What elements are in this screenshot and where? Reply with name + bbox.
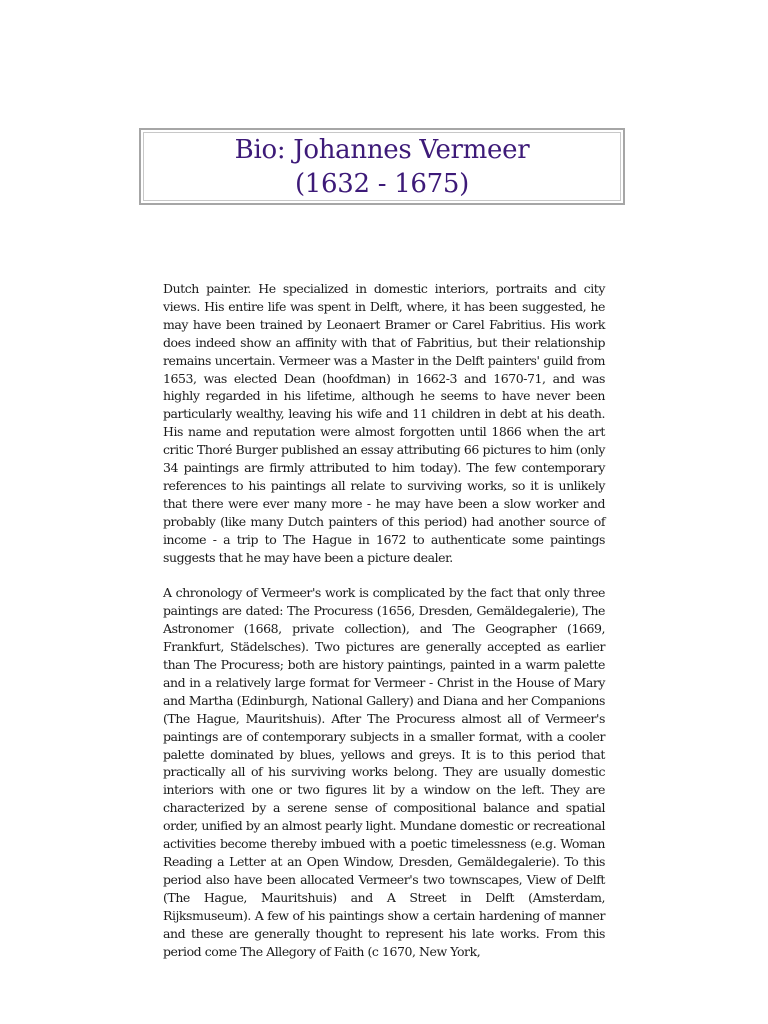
title-frame-inner bbox=[143, 132, 621, 201]
page-title: Bio: Johannes Vermeer bbox=[234, 134, 530, 165]
page-subtitle-dates: (1632 - 1675) bbox=[294, 168, 470, 199]
paragraph-1: Dutch painter. He specialized in domestic interiors, portraits and city views. His entire life was spent in Delft, where, it has been suggested, he may have been trained by Leonaert Bramer or Carel Fabritius. His work does indeed show an affinity with that of Fabritius, but their relationship remains uncertain. Vermeer was a Master in the Delft painters' guild from 1653, was elected Dean (hoofdman) in 1662-3 and 1670-71, and was highly regarded in his lifetime, although he seems to have never been particularly wealthy, leaving his wife and 11 children in debt at his death. His name and reputation were almost forgotten until 1866 when the art critic Thoré Burger published an essay attributing 66 pictures to him (only 34 paintings are firmly attributed to him today). The few contemporary references to his paintings all relate to surviving works, so it is unlikely that there were ever many more - he may have been a slow worker and probably (like many Dutch painters of this period) had another source of income - a trip to The Hague in 1672 to authenticate some paintings suggests that he may have been a picture dealer. bbox=[163, 281, 605, 565]
paragraph-2: A chronology of Vermeer's work is complicated by the fact that only three paintings are dated: The Procuress (1656, Dresden, Gemäldegalerie), The Astronomer (1668, private collection), and The Geographer (1669, Frankfurt, Städelsches). Two pictures are generally accepted as earlier than The Procuress; both are history paintings, painted in a warm palette and in a relatively large format for Vermeer - Christ in the House of Mary and Martha (Edinburgh, National Gallery) and Diana and her Companions (The Hague, Mauritshuis). After The Procuress almost all of Vermeer's paintings are of contemporary subjects in a smaller format, with a cooler palette dominated by blues, yellows and greys. It is to this period that practically all of his surviving works belong. They are usually domestic interiors with one or two figures lit by a window on the left. They are characterized by a serene sense of compositional balance and spatial order, unified by an almost pearly light. Mundane domestic or recreational activities become thereby imbued with a poetic timelessness (e.g. Woman Reading a Letter at an Open Window, Dresden, Gemäldegalerie). To this period also have been allocated Vermeer's two townscapes, View of Delft (The Hague, Mauritshuis) and A Street in Delft (Amsterdam, Rijksmuseum). A few of his paintings show a certain hardening of manner and these are generally thought to represent his late works. From this period come The Allegory of Faith (c 1670, New York, bbox=[163, 585, 605, 959]
title-frame bbox=[139, 128, 625, 205]
biography-text bbox=[163, 280, 605, 978]
